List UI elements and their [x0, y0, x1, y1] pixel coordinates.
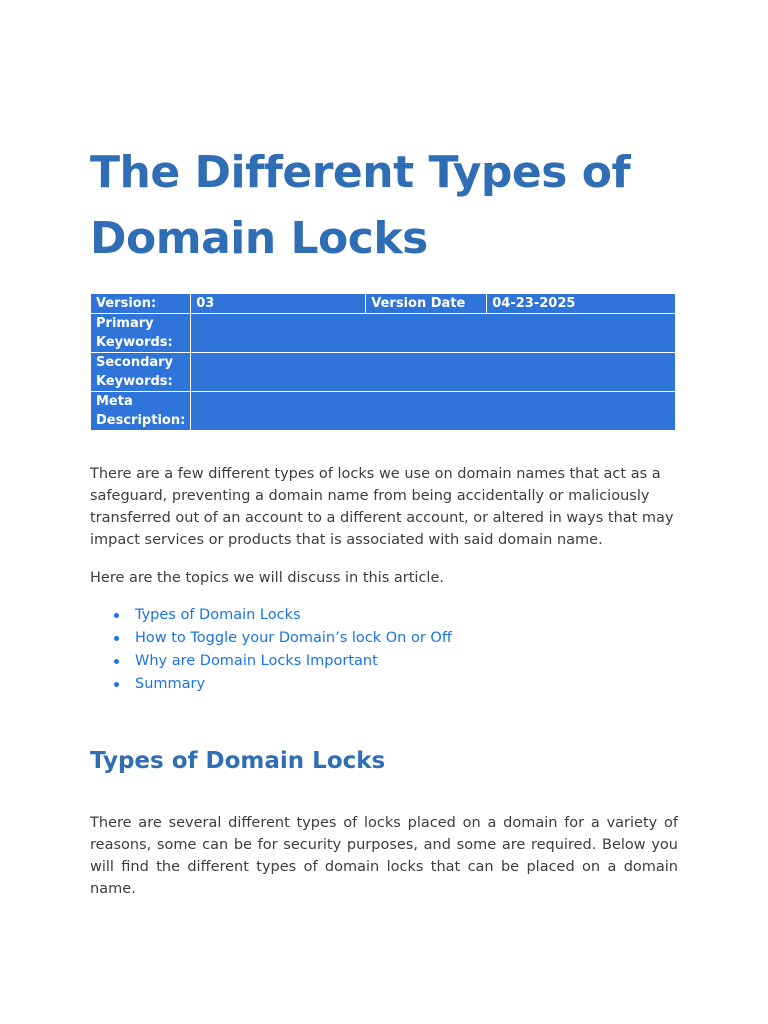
section-heading-types: Types of Domain Locks [90, 748, 386, 774]
bullet-icon [114, 659, 119, 664]
secondary-keywords-value [191, 353, 676, 392]
list-item [135, 604, 723, 627]
primary-keywords-label: Primary Keywords: [91, 314, 191, 353]
page-title-line-1: The Different Types of [90, 147, 631, 198]
version-date-label: Version Date [366, 294, 487, 314]
topic-link-types-of-domain-locks[interactable]: Types of Domain Locks [135, 607, 301, 623]
table-row [91, 353, 676, 392]
version-label: Version: [91, 294, 191, 314]
topic-link-summary[interactable]: Summary [135, 676, 206, 692]
topic-link-why-important[interactable]: Why are Domain Locks Important [135, 653, 378, 669]
bullet-icon [114, 682, 119, 687]
list-item [135, 650, 723, 673]
topic-link-toggle-lock[interactable]: How to Toggle your Domain’s lock On or Off [135, 630, 452, 646]
version-info-table [90, 293, 676, 431]
meta-description-value [191, 392, 676, 431]
list-item [135, 627, 723, 650]
section-types-paragraph: There are several different types of locks placed on a domain for a variety of reasons, some can be for security purposes, and some are required. Below you will find the different types of domain locks that can be placed on a domain name. [90, 815, 678, 897]
table-row [91, 294, 676, 314]
secondary-keywords-label: Secondary Keywords: [91, 353, 191, 392]
topics-lead-text: Here are the topics we will discuss in this article. [90, 570, 444, 586]
bullet-icon [114, 613, 119, 618]
table-row [91, 314, 676, 353]
primary-keywords-value [191, 314, 676, 353]
bullet-icon [114, 636, 119, 641]
version-date-value: 04-23-2025 [487, 294, 676, 314]
list-item [135, 673, 723, 696]
intro-paragraph: There are a few different types of locks we use on domain names that act as a safeguard, preventing a domain name from being accidentally or maliciously transferred out of an account to a different account, or altered in ways that may impact services or products that is associated with said domain name. [90, 466, 674, 548]
meta-description-label: Meta Description: [91, 392, 191, 431]
page-title-line-2: Domain Locks [90, 213, 428, 264]
page-title [90, 140, 690, 272]
table-row [91, 392, 676, 431]
version-value: 03 [191, 294, 366, 314]
topics-list [90, 604, 723, 696]
